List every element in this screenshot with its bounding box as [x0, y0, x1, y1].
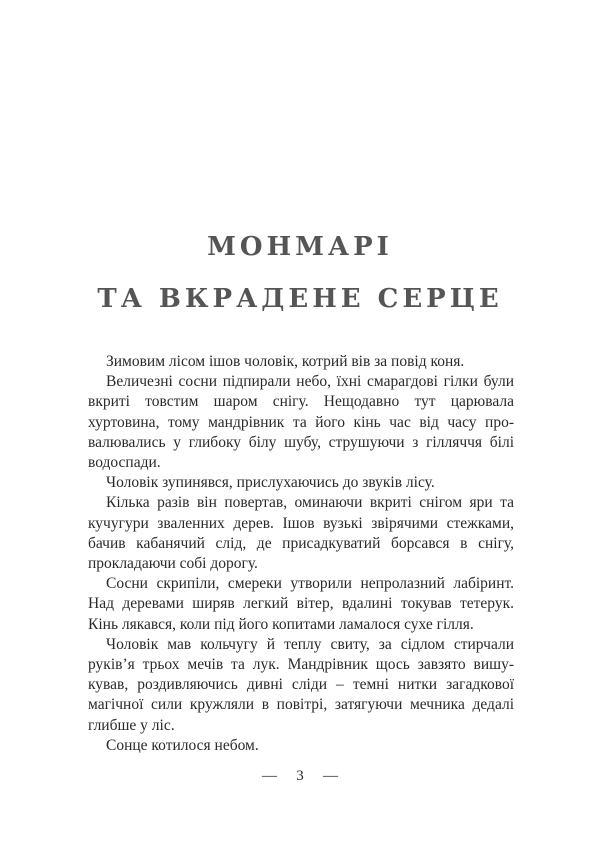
folio-dash-left: —	[262, 768, 277, 784]
paragraph: Кілька разів він повертав, оминаючи вкриті снігом яри та кучугури зваленних дерев. Ішов вузькі звірячими стежками, бачив кабанячий слід, де присадкуватий борсався в снігу, прокладаючи собі дорогу.	[88, 494, 514, 573]
paragraph: Чоловік зупинявся, прислухаючись до звуків лісу.	[106, 474, 435, 492]
page-footer	[0, 768, 600, 785]
paragraph: Величезні сосни підпирали небо, їхні смарагдові гілки були вкриті товстим шаром снігу. Нещодавно тут царювала хуртовина, тому мандрівник та його кінь час від часу провалювались у глибоку білу шубу, струшуючи з гілляччя білі водоспади.	[88, 373, 514, 472]
chapter-title-line-1: МОНМАРІ	[207, 232, 393, 262]
paragraph: Зимовим лісом ішов чоловік, котрий вів за повід коня.	[106, 353, 465, 370]
chapter-title-line-2: ТА ВКРАДЕНЕ СЕРЦЕ	[97, 284, 503, 314]
paragraph: Сонце котилося небом.	[106, 736, 259, 754]
folio-dash-right: —	[323, 768, 338, 784]
chapter-body	[88, 352, 514, 756]
paragraph: Сосни скрипіли, смереки утворили непролазний лабіринт. Над деревами ширяв легкий вітер, вдалині токував тетерук. Кінь лякався, коли під його копитами ламалося сухе гілля.	[88, 575, 514, 633]
page-number: 3	[296, 768, 304, 784]
paragraph: Чоловік мав кольчугу й теплу свиту, за сідлом стирчали руків’я трьох мечів та лук. Мандрівник щось завзято вишукував, роздивляючись дивні сліди – темні нитки загадкової магічної сили кружляли в повітрі, затягуючи мечника дедалі глибше у ліс.	[88, 635, 514, 734]
